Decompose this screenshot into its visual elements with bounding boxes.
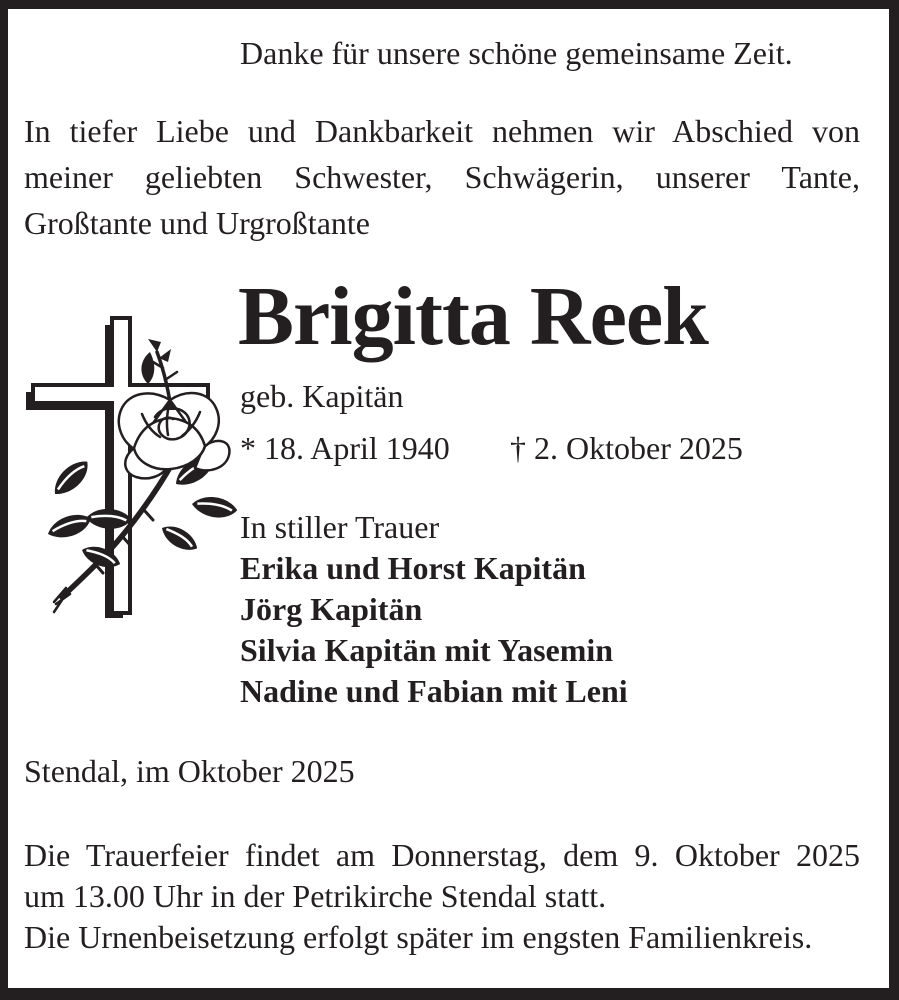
intro-line: meiner geliebten Schwester, Schwägerin, unserer Tante, <box>24 159 860 195</box>
mourner-line: Jörg Kapitän <box>240 591 423 627</box>
death-date: † 2. Oktober 2025 <box>510 430 743 466</box>
funeral-info <box>24 835 860 958</box>
deceased-name: Brigitta Reek <box>238 270 708 363</box>
mourning-intro: In stiller Trauer <box>240 509 440 545</box>
mourner-line: Nadine und Fabian mit Leni <box>240 673 628 709</box>
maiden-name: geb. Kapitän <box>240 378 404 414</box>
intro-paragraph <box>24 108 860 246</box>
city-date-line: Stendal, im Oktober 2025 <box>24 753 355 789</box>
funeral-line: um 13.00 Uhr in der Petrikirche Stendal statt. <box>24 878 607 914</box>
mourners-block <box>240 507 628 712</box>
funeral-line: Die Urnenbeisetzung erfolgt später im engsten Familienkreis. <box>24 919 813 955</box>
funeral-line: Die Trauerfeier findet am Donnerstag, dem 9. Oktober 2025 <box>24 837 860 873</box>
intro-line: Großtante und Urgroßtante <box>24 205 370 241</box>
intro-line: In tiefer Liebe und Dankbarkeit nehmen wir Abschied von <box>24 113 860 149</box>
cross-rose-illustration <box>20 288 240 618</box>
mourner-line: Erika und Horst Kapitän <box>240 550 586 586</box>
birth-date: * 18. April 1940 <box>240 430 450 466</box>
life-dates <box>240 429 860 469</box>
mourner-line: Silvia Kapitän mit Yasemin <box>240 632 614 668</box>
thanks-line: Danke für unsere schöne gemeinsame Zeit. <box>240 35 793 71</box>
rose-bloom <box>119 393 230 478</box>
